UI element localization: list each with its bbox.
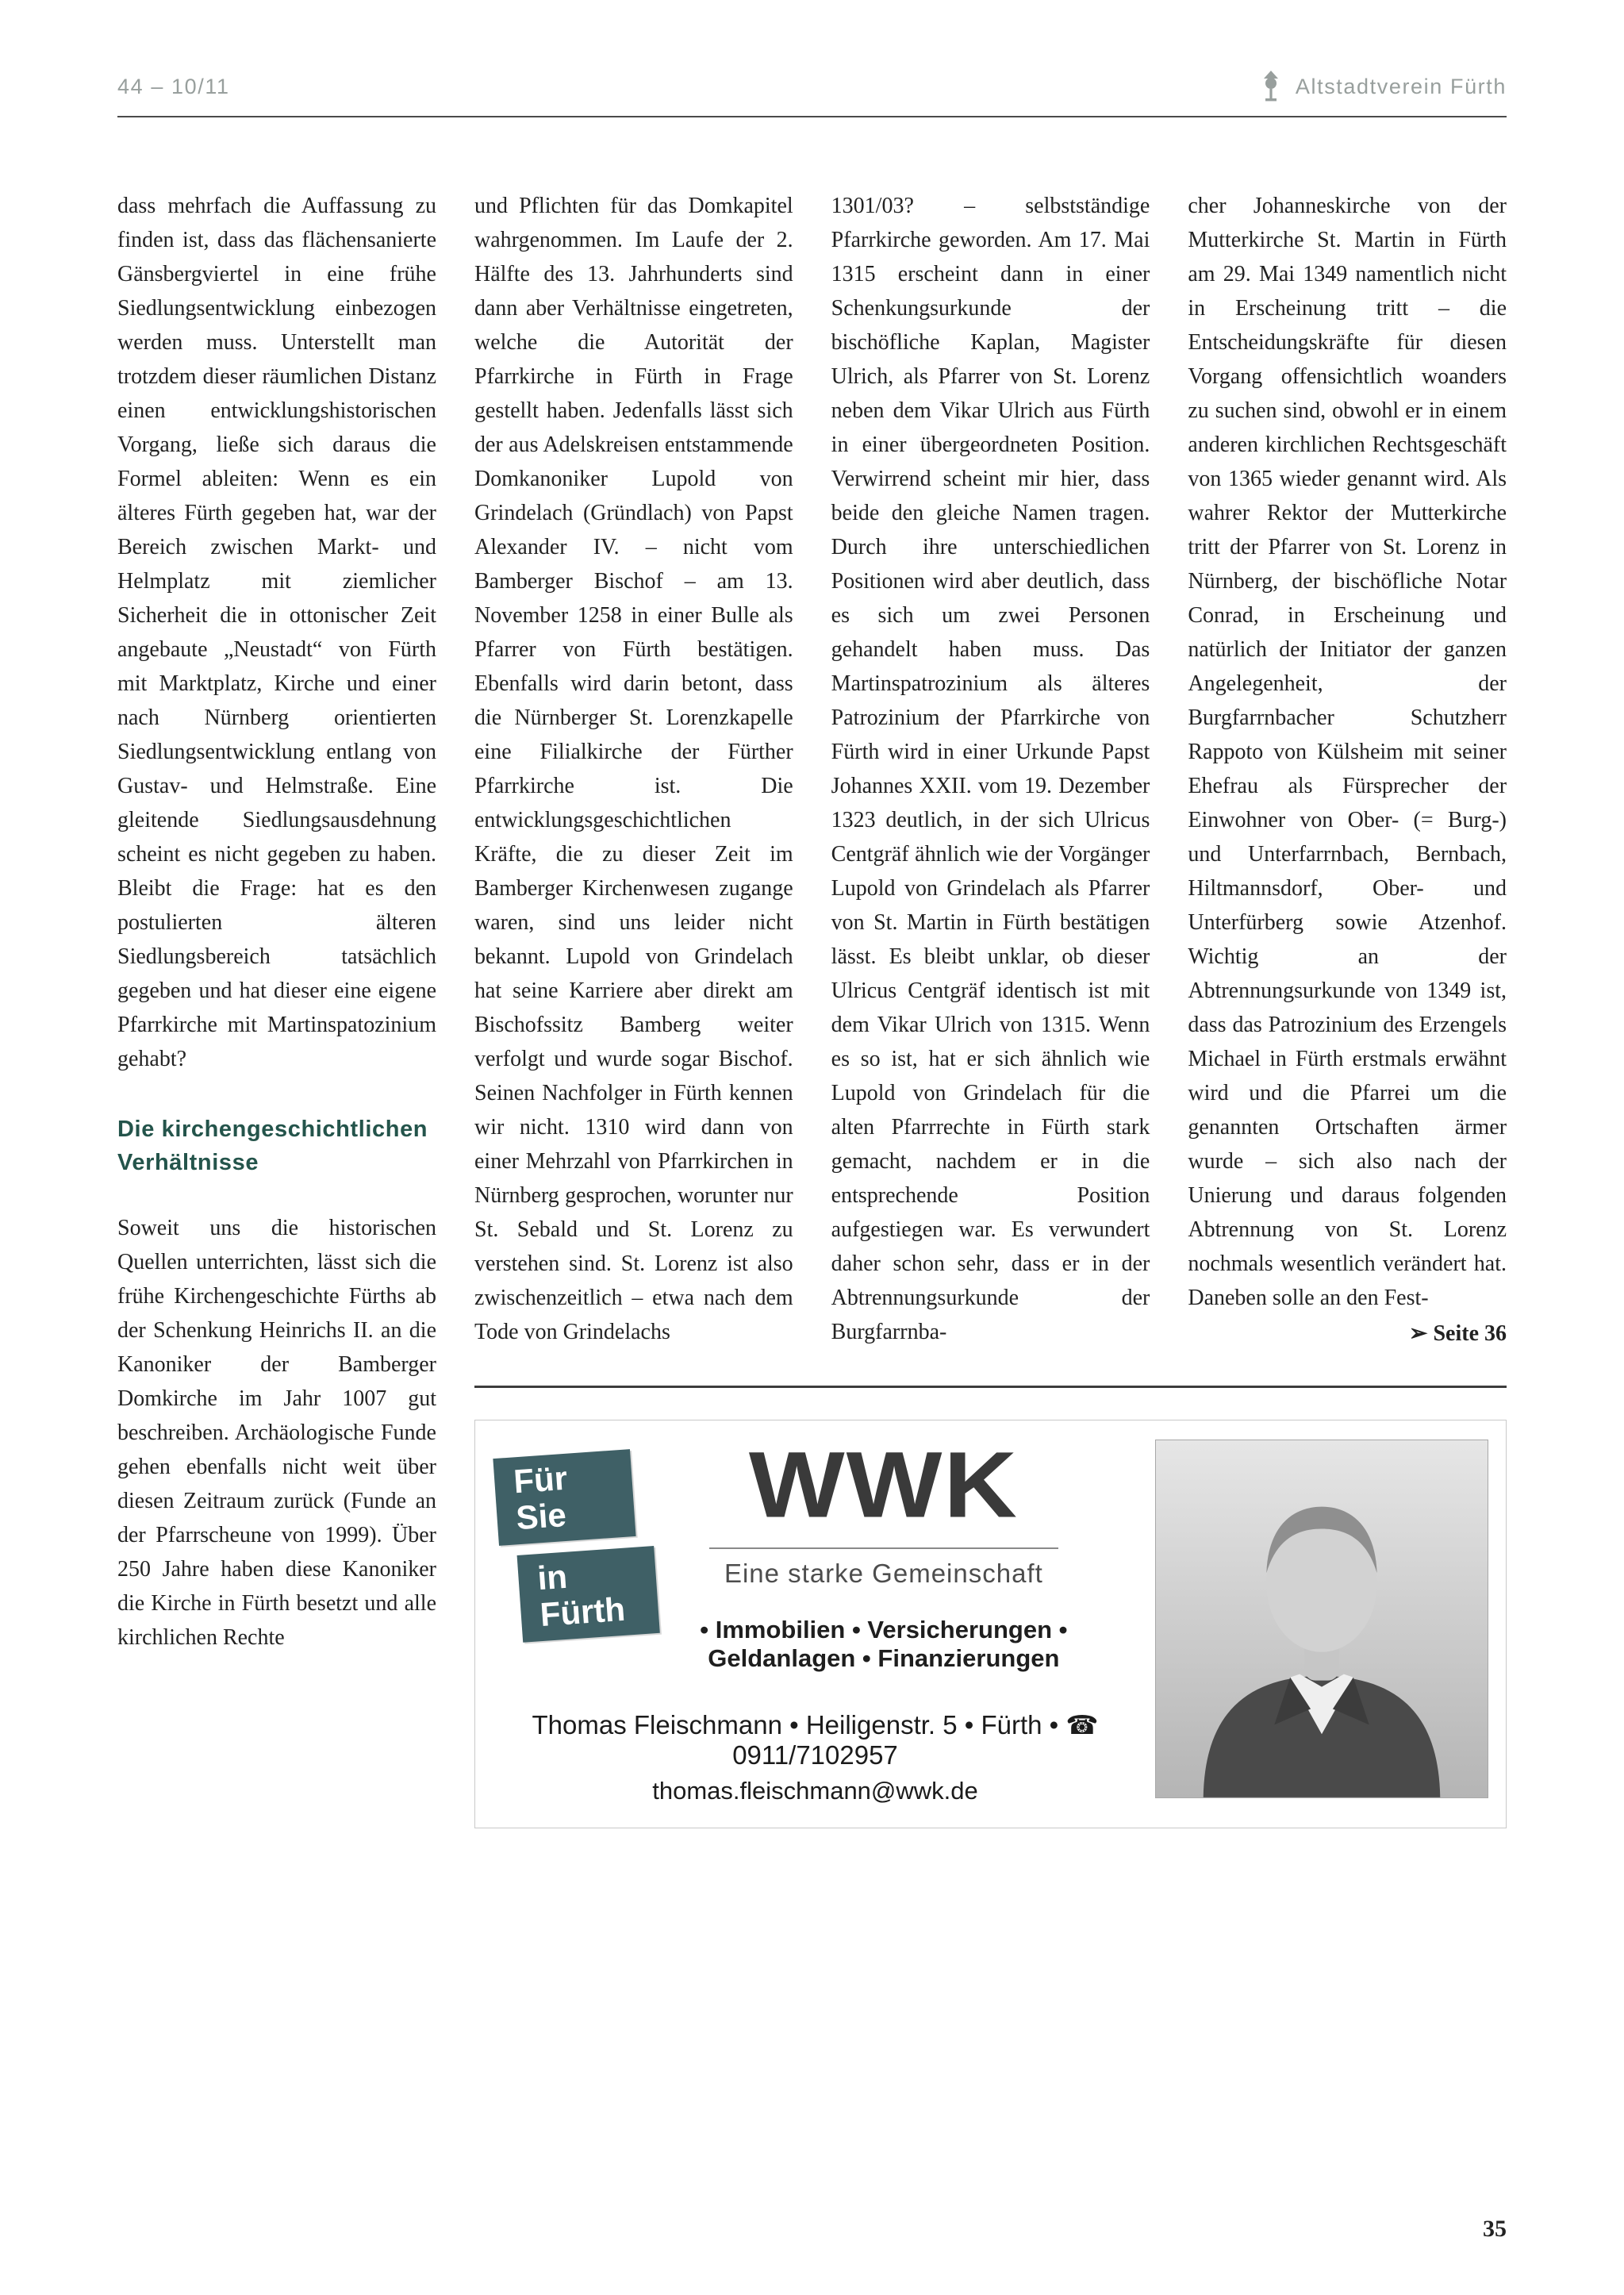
- wwk-logo-block: [633, 1432, 1134, 1673]
- brand-name: Altstadtverein Fürth: [1295, 74, 1507, 98]
- ad-badge-line2: in Fürth: [517, 1546, 660, 1643]
- ad-content: [496, 1432, 1134, 1805]
- ad-email: thomas.fleischmann@wwk.de: [652, 1777, 978, 1805]
- text-column-1: [117, 189, 436, 1828]
- ad-top-row: [496, 1432, 1134, 1673]
- column3-text: 1301/03? – selbstständige Pfarrkirche geworden. Am 17. Mai 1315 erscheint dann in einer Schenkungsurkunde der bischöfliche Kaplan, Magister Ulrich, als Pfarrer von St. Lorenz neben dem Vikar Ulrich aus Fürth in einer übergeordneten Position. Verwirrend scheint mir hier, dass beide den gleiche Namen tragen. Durch ihre unterschiedlichen Positionen wird aber deutlich, dass es sich um zwei Personen gehandelt haben muss. Das Martinspatrozinium als älteres Patrozinium der Pfarrkirche von Fürth wird in einer Urkunde Papst Johannes XXII. vom 19. Dezember 1323 deutlich, in der sich Ulricus Centgräf ähnlich wie der Vorgänger Lupold von Grindelach als Pfarrer von St. Martin in Fürth bestätigen lässt. Es bleibt unklar, ob dieser Ulricus Centgräf identisch ist mit dem Vikar Ulrich von 1315. Wenn es so ist, hat er sich ähnlich wie Lupold von Grindelach für die alten Pfarrrechte in Fürth stark gemacht, nachdem er in die entsprechende Position aufgestiegen war. Es verwundert daher schon sehr, dass er in der Abtrennungsurkunde der Burgfarrnba-: [831, 194, 1150, 1344]
- altstadtverein-lantern-icon: [1257, 70, 1284, 103]
- wwk-logo-rule: [709, 1547, 1058, 1549]
- column2-text: und Pflichten für das Domkapitel wahrgenommen. Im Laufe der 2. Hälfte des 13. Jahrhunderts sind dann aber Verhältnisse eingetreten, welche die Autorität der Pfarrkirche in Fürth in Frage gestellt haben. Jedenfalls lässt sich der aus Adelskreisen entstammende Domkanoniker Lupold von Grindelach (Gründlach) von Papst Alexander IV. – nicht vom Bamberger Bischof – am 13. November 1258 in einer Bulle als Pfarrer von Fürth bestätigen. Ebenfalls wird darin betont, dass die Nürnberger St. Lorenzkapelle eine Filialkirche der Fürther Pfarrkirche ist. Die entwicklungsgeschichtlichen Kräfte, die zu dieser Zeit im Bamberger Kirchenwesen zugange waren, sind uns leider nicht bekannt. Lupold von Grindelach hat seine Karriere aber direkt am Bischofssitz Bamberg weiter verfolgt und wurde sogar Bischof. Seinen Nachfolger in Fürth kennen wir nicht. 1310 wird dann von einer Mehrzahl von Pfarrkirchen in Nürnberg gesprochen, worunter nur St. Sebald und St. Lorenz zu verstehen sind. St. Lorenz ist also zwischenzeitlich – etwa nach dem Tode von Grindelachs: [474, 194, 793, 1344]
- text-column-3: [831, 189, 1150, 1351]
- advertisement-section: [474, 1386, 1507, 1828]
- ad-badge-line1: Für Sie: [493, 1449, 635, 1546]
- ad-contact-line: Thomas Fleischmann • Heiligenstr. 5 • Fürth • ☎ 0911/7102957: [532, 1710, 1099, 1770]
- column4-text: cher Johanneskirche von der Mutterkirche St. Martin in Fürth am 29. Mai 1349 namentlich nicht in Erscheinung tritt – die Entscheidungskräfte für diesen Vorgang offensichtlich woanders zu suchen sind, obwohl er in einem anderen kirchlichen Rechtsgeschäft von 1365 wieder genannt wird. Als wahrer Rektor der Mutterkirche tritt der Pfarrer von St. Lorenz in Nürnberg, der bischöfliche Notar Conrad, in Erscheinung und natürlich der Initiator der ganzen Angelegenheit, der Burgfarrnbacher Schutzherr Rappoto von Külsheim mit seiner Ehefrau als Fürsprecher der Einwohner von Ober- (= Burg-) und Unterfarrnbach, Bernbach, Hiltmannsdorf, Ober- und Unterfürberg sowie Atzenhof. Wichtig an der Abtrennungsurkunde von 1349 ist, dass das Patrozinium des Erzengels Michael in Fürth erstmals erwähnt wird und die Pfarrei um die genannten Ortschaften ärmer wurde – sich also nach der Unierung und daraus folgenden Abtrennung von St. Lorenz nochmals wesentlich verändert hat. Daneben solle an den Fest-: [1188, 194, 1507, 1310]
- text-column-4: [1188, 189, 1507, 1351]
- header-divider: [117, 116, 1507, 117]
- section-heading: Die kirchengeschichtlichen Verhältnisse: [117, 1117, 428, 1175]
- column1-paragraph1: dass mehrfach die Auffassung zu finden ist, dass das flächensanierte Gänsbergviertel in eine frühe Siedlungsentwicklung einbezogen werden muss. Unterstellt man trotzdem dieser räumlichen Distanz einen entwicklungshistorischen Vorgang, ließe sich daraus die Formel ableiten: Wenn es ein älteres Fürth gegeben hat, war der Bereich zwischen Markt- und Helmplatz mit ziemlicher Sicherheit die in ottonischer Zeit angebaute „Neustadt“ von Fürth mit Marktplatz, Kirche und einer nach Nürnberg orientierten Siedlungsentwicklung entlang von Gustav- und Helmstraße. Eine gleitende Siedlungsausdehnung scheint es nicht gegeben zu haben. Bleibt die Frage: hat es den postulierten älteren Siedlungsbereich tatsächlich gegeben und hat dieser eine eigene Pfarrkirche mit Martinspatozinium gehabt?: [117, 194, 436, 1071]
- wwk-advertisement: [474, 1420, 1507, 1828]
- continuation-note: ➢ Seite 36: [1409, 1321, 1507, 1346]
- ad-badge: [496, 1440, 633, 1637]
- wwk-tagline: Eine starke Gemeinschaft: [724, 1559, 1043, 1588]
- brand: [1257, 70, 1507, 103]
- text-columns: [474, 189, 1507, 1351]
- page-header: [117, 70, 1507, 103]
- column1-paragraph2: Soweit uns die historischen Quellen unterrichten, lässt sich die frühe Kirchengeschichte Fürths ab der Schenkung Heinrichs II. an die Kanoniker der Bamberger Domkirche im Jahr 1007 gut beschreiben. Archäologische Funde gehen ebenfalls nicht weit über diesen Zeitraum zurück (Funde an der Pfarrscheune von 1999). Über 250 Jahre haben diese Kanoniker die Kirche in Fürth besetzt und alle kirchlichen Rechte: [117, 1216, 436, 1650]
- article-body: [117, 189, 1507, 1828]
- wwk-logo: WWK: [748, 1432, 1019, 1538]
- issue-number: 44 – 10/11: [117, 74, 230, 98]
- advertiser-photo: [1155, 1440, 1488, 1798]
- ad-services-line: • Immobilien • Versicherungen • Geldanlagen • Finanzierungen: [700, 1616, 1068, 1672]
- text-column-2: [474, 189, 793, 1351]
- columns-2-4-region: [474, 189, 1507, 1828]
- page-number: 35: [1483, 2216, 1507, 2242]
